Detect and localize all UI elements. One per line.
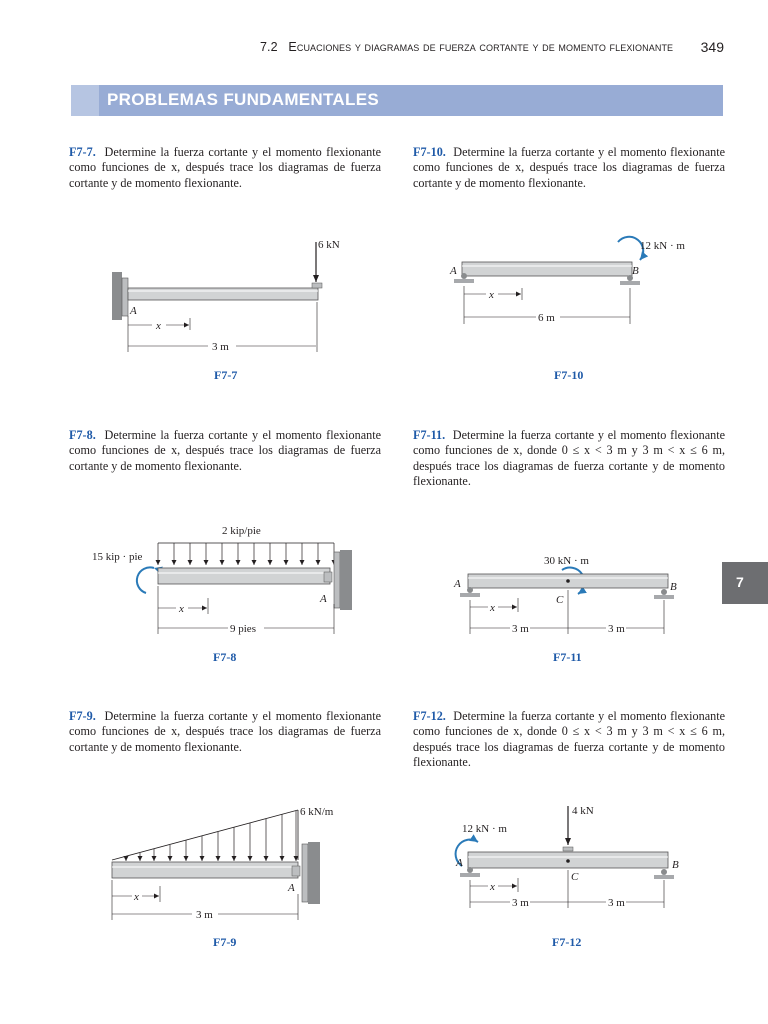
roller-support-b — [661, 589, 667, 595]
figure-f7-8 — [88, 518, 368, 638]
support-label-b: B — [670, 581, 677, 593]
x-label: x — [179, 603, 184, 615]
figure-f7-12 — [450, 800, 690, 912]
span-label: 6 m — [538, 312, 555, 324]
problem-f7-9 — [69, 709, 381, 755]
problem-statement: Determine la fuerza cortante y el momento flexionante como funciones de x, después trace los diagramas de fuerza cortante y de momento flexionante. — [413, 145, 726, 190]
problem-statement: Determine la fuerza cortante y el momento flexionante como funciones de x, después trace los diagramas de fuerza cortante y de momento flexionante. — [69, 709, 381, 754]
running-header — [0, 40, 768, 60]
problem-statement: Determine la fuerza cortante y el momento flexionante como funciones de x, donde 0 ≤ x < 3 m y 3 m < x ≤ 6 m, después trace los diagramas de fuerza cortante y de momento flexionante. — [413, 428, 725, 489]
span-label: 3 m — [196, 909, 213, 921]
load-label: 4 kN — [572, 805, 594, 817]
span-label-1: 3 m — [512, 897, 529, 909]
beam — [462, 262, 632, 276]
load-plate — [563, 847, 573, 851]
point-c-label: C — [556, 594, 564, 606]
point-c-dot — [566, 859, 570, 863]
problem-number: F7-12. — [413, 709, 446, 723]
chapter-tab — [722, 562, 768, 604]
wall — [340, 550, 352, 610]
problem-f7-11 — [413, 428, 725, 490]
problem-number: F7-10. — [413, 145, 446, 159]
span-label-2: 3 m — [608, 623, 625, 635]
point-c-label: C — [571, 871, 579, 883]
figure-f7-11 — [450, 550, 690, 640]
beam — [128, 288, 318, 300]
dist-load-label: 2 kip/pie — [222, 525, 261, 537]
figure-caption-f7-12: F7-12 — [552, 935, 582, 949]
moment-arrow — [137, 567, 154, 593]
problem-f7-8 — [69, 428, 381, 474]
section-title — [260, 40, 673, 54]
section-heading: Ecuaciones y diagramas de fuerza cortante y de momento flexionante — [288, 40, 674, 54]
support-label-a: A — [320, 593, 327, 605]
wall — [308, 842, 320, 904]
load-triangle-edge — [112, 810, 298, 860]
problem-f7-7 — [69, 145, 381, 191]
problem-f7-10 — [413, 145, 725, 191]
moment-label: 12 kN · m — [462, 823, 507, 835]
span-label: 9 pies — [230, 623, 256, 635]
support-label-a: A — [456, 857, 463, 869]
dist-load-label: 6 kN/m — [300, 806, 334, 818]
pin-support-a — [467, 867, 473, 873]
figure-f7-7 — [100, 230, 360, 360]
figure-f7-9 — [100, 800, 360, 925]
pin-support-a — [461, 273, 467, 279]
x-label: x — [490, 881, 495, 893]
support-label-b: B — [632, 265, 639, 277]
figure-f7-10 — [440, 232, 685, 332]
x-label: x — [156, 320, 161, 332]
banner-strip — [71, 85, 99, 116]
roller-support-b — [661, 869, 667, 875]
problem-statement: Determine la fuerza cortante y el momento flexionante como funciones de x, después trace los diagramas de fuerza cortante y de momento flexionante. — [69, 145, 381, 190]
moment-label: 30 kN · m — [544, 555, 589, 567]
point-c-dot — [566, 579, 570, 583]
figure-caption-f7-8: F7-8 — [213, 650, 237, 664]
problem-statement: Determine la fuerza cortante y el momento flexionante como funciones de x, después trace los diagramas de fuerza cortante y de momento flexionante. — [69, 428, 381, 473]
distributed-load-arrows — [158, 543, 334, 565]
figure-caption-f7-7: F7-7 — [214, 368, 238, 382]
moment-label: 12 kN · m — [640, 240, 685, 252]
beam — [158, 568, 330, 584]
span-label: 3 m — [212, 341, 229, 353]
support-label-b: B — [672, 859, 679, 871]
figure-caption-f7-10: F7-10 — [554, 368, 584, 382]
figure-caption-f7-11: F7-11 — [553, 650, 582, 664]
problem-number: F7-9. — [69, 709, 96, 723]
support-label-a: A — [454, 578, 461, 590]
load-label: 6 kN — [318, 239, 340, 251]
x-label: x — [134, 891, 139, 903]
section-number: 7.2 — [260, 40, 278, 54]
wall-plate — [334, 552, 340, 608]
beam — [112, 862, 298, 878]
problem-number: F7-7. — [69, 145, 96, 159]
pin-support-a — [467, 587, 473, 593]
problem-number: F7-8. — [69, 428, 96, 442]
span-label-1: 3 m — [512, 623, 529, 635]
load-plate — [312, 283, 322, 288]
x-label: x — [489, 289, 494, 301]
banner — [71, 85, 723, 116]
wall-plate — [302, 844, 308, 902]
wall-plate — [122, 278, 128, 316]
problem-number: F7-11. — [413, 428, 446, 442]
page-number: 349 — [700, 39, 724, 55]
chapter-tab-number: 7 — [736, 574, 744, 590]
support-label-a: A — [130, 305, 137, 317]
span-label-2: 3 m — [608, 897, 625, 909]
moment-label: 15 kip · pie — [92, 551, 143, 563]
figure-caption-f7-9: F7-9 — [213, 935, 237, 949]
problem-f7-12 — [413, 709, 725, 771]
distributed-load-arrows — [126, 811, 296, 861]
support-label-a: A — [450, 265, 457, 277]
support-label-a: A — [288, 882, 295, 894]
x-label: x — [490, 602, 495, 614]
problem-statement: Determine la fuerza cortante y el momento flexionante como funciones de x, donde 0 ≤ x < 3 m y 3 m < x ≤ 6 m, después trace los diagramas de fuerza cortante y de momento flexionante. — [413, 709, 726, 770]
banner-title: PROBLEMAS FUNDAMENTALES — [107, 90, 379, 109]
wall — [112, 272, 122, 320]
